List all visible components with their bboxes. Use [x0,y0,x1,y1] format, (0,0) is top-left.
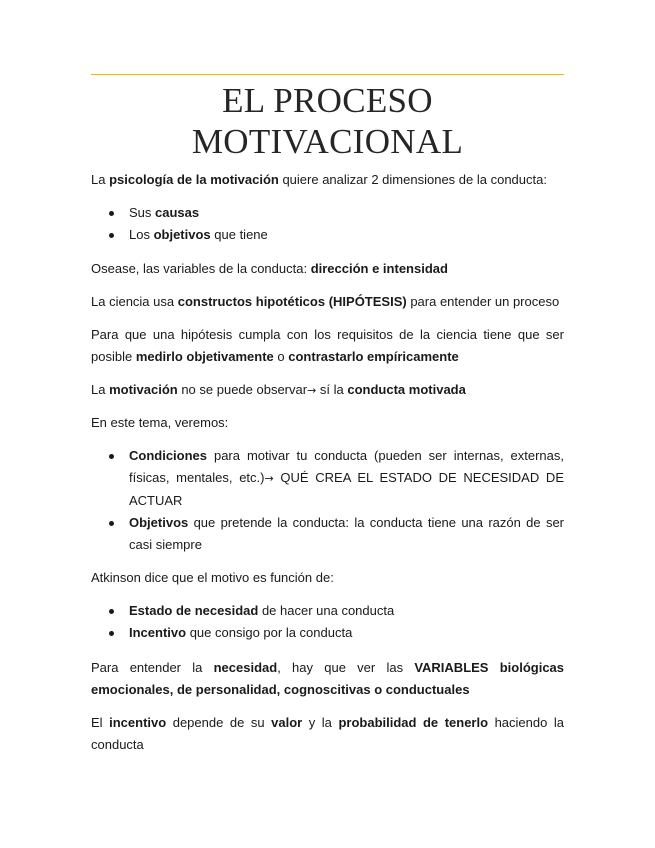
list-item: Estado de necesidad de hacer una conducta [91,600,564,622]
arrow-right-icon: → [307,384,317,397]
list-item: Incentivo que consigo por la conducta [91,622,564,644]
paragraph-motivation: La motivación no se puede observar→ sí la conducta motivada [91,382,466,397]
list-topics [91,445,564,556]
paragraph-hypothesis: Para que una hipótesis cumpla con los requisitos de la ciencia tiene que ser posible medirlo objetivamente o contrastarlo empíricamente [91,327,564,364]
arrow-right-icon: → [264,472,274,485]
paragraph-topic: En este tema, veremos: [91,415,229,430]
list-item: Condiciones para motivar tu conducta (pueden ser internas, externas, físicas, mentales, etc.)→ QUÉ CREA EL ESTADO DE NECESIDAD DE ACTUAR [91,445,564,512]
list-item: Los objetivos que tiene [91,224,564,246]
paragraph-intro: La psicología de la motivación quiere analizar 2 dimensiones de la conducta: [91,172,547,187]
paragraph-need: Para entender la necesidad, hay que ver las VARIABLES biológicas emocionales, de personalidad, cognoscitivas o conductuales [91,660,565,697]
paragraph-constructs: La ciencia usa constructos hipotéticos (HIPÓTESIS) para entender un proceso [91,294,560,309]
page-title [91,80,564,162]
list-atkinson [91,600,564,644]
paragraph-incentive: El incentivo depende de su valor y la probabilidad de tenerlo haciendo la conducta [91,715,565,752]
list-dimensions [91,202,564,246]
list-item: Sus causas [91,202,564,224]
list-item: Objetivos que pretende la conducta: la conducta tiene una razón de ser casi siempre [91,512,564,556]
title-line-1: EL PROCESO [222,81,433,120]
title-line-2: MOTIVACIONAL [191,122,464,161]
paragraph-variables: Osease, las variables de la conducta: dirección e intensidad [91,261,448,276]
header-rule [91,74,564,75]
paragraph-atkinson: Atkinson dice que el motivo es función de: [91,570,334,585]
